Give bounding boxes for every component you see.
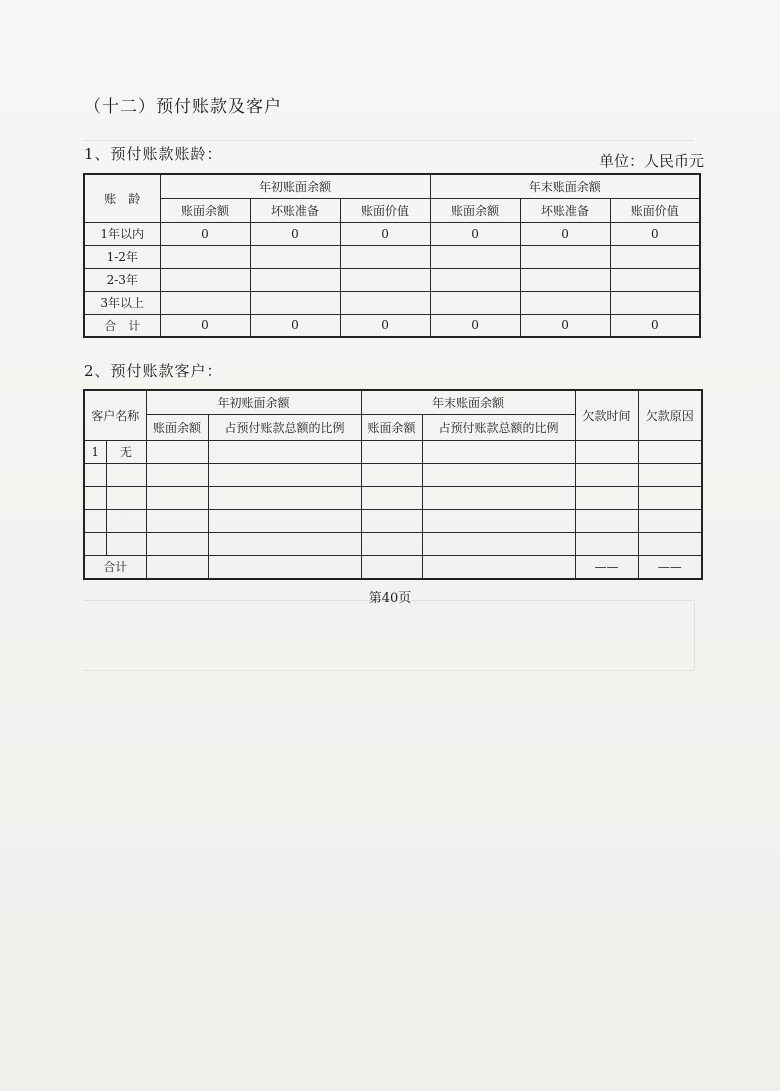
table-row bbox=[84, 440, 702, 463]
cell bbox=[250, 268, 340, 291]
table-row bbox=[84, 532, 702, 555]
row-number bbox=[84, 463, 106, 486]
col-header: 账面余额 bbox=[160, 198, 250, 222]
group-header-begin: 年初账面余额 bbox=[160, 174, 430, 198]
row-number bbox=[84, 486, 106, 509]
cell: 0 bbox=[340, 314, 430, 337]
cell: 0 bbox=[430, 222, 520, 245]
cell: 0 bbox=[250, 314, 340, 337]
cell: 0 bbox=[160, 314, 250, 337]
table-row bbox=[84, 291, 700, 314]
col-header: 账面余额 bbox=[146, 414, 208, 440]
bleed-through-line bbox=[84, 140, 694, 141]
customer-name bbox=[106, 509, 146, 532]
table-row bbox=[84, 222, 700, 245]
row-label: 1年以内 bbox=[84, 222, 160, 245]
cell bbox=[160, 245, 250, 268]
cell bbox=[340, 291, 430, 314]
row-number bbox=[84, 532, 106, 555]
cell: 0 bbox=[610, 314, 700, 337]
page-number: 第40页 bbox=[368, 591, 412, 606]
unit-label: 单位：人民币元 bbox=[598, 152, 704, 170]
customer-name: 无 bbox=[106, 440, 146, 463]
col-header-time: 欠款时间 bbox=[575, 390, 638, 440]
col-header: 占预付账款总额的比例 bbox=[208, 414, 361, 440]
cell bbox=[340, 245, 430, 268]
cell: 0 bbox=[520, 314, 610, 337]
cell bbox=[520, 245, 610, 268]
section-title: （十二）预付账款及客户 bbox=[84, 97, 282, 117]
group-header-begin: 年初账面余额 bbox=[146, 390, 361, 414]
col-header: 账面价值 bbox=[610, 198, 700, 222]
total-row bbox=[84, 555, 702, 579]
bleed-through-line bbox=[694, 600, 695, 670]
bleed-through-line bbox=[84, 670, 694, 671]
customers-subtitle: 2、预付账款客户： bbox=[84, 362, 223, 380]
col-header-reason: 欠款原因 bbox=[638, 390, 702, 440]
customer-name bbox=[106, 486, 146, 509]
col-header: 坏账准备 bbox=[520, 198, 610, 222]
total-row bbox=[84, 314, 700, 337]
aging-subtitle: 1、预付账款账龄： bbox=[84, 145, 223, 163]
table-row bbox=[84, 463, 702, 486]
total-label: 合计 bbox=[84, 555, 146, 579]
row-number: 1 bbox=[84, 440, 106, 463]
cell bbox=[160, 268, 250, 291]
cell: 0 bbox=[250, 222, 340, 245]
cell bbox=[520, 291, 610, 314]
cell: 0 bbox=[520, 222, 610, 245]
cell bbox=[520, 268, 610, 291]
row-number bbox=[84, 509, 106, 532]
col-header: 占预付账款总额的比例 bbox=[422, 414, 575, 440]
aging-table bbox=[83, 173, 701, 338]
table-row bbox=[84, 509, 702, 532]
customers-table bbox=[83, 389, 703, 580]
cell bbox=[340, 268, 430, 291]
cell: 0 bbox=[610, 222, 700, 245]
row-label: 1-2年 bbox=[84, 245, 160, 268]
customer-name bbox=[106, 532, 146, 555]
group-header-end: 年末账面余额 bbox=[430, 174, 700, 198]
row-label: 2-3年 bbox=[84, 268, 160, 291]
cell bbox=[610, 268, 700, 291]
cell bbox=[430, 268, 520, 291]
cell: 0 bbox=[160, 222, 250, 245]
group-header-end: 年末账面余额 bbox=[361, 390, 575, 414]
total-reason: —— bbox=[638, 555, 702, 579]
col-header: 账面余额 bbox=[361, 414, 422, 440]
col-header: 账面余额 bbox=[430, 198, 520, 222]
cell bbox=[610, 245, 700, 268]
row-label: 3年以上 bbox=[84, 291, 160, 314]
cell bbox=[250, 291, 340, 314]
customers-row-header: 客户名称 bbox=[84, 390, 146, 440]
cell bbox=[430, 245, 520, 268]
cell bbox=[610, 291, 700, 314]
customer-name bbox=[106, 463, 146, 486]
cell bbox=[250, 245, 340, 268]
cell: 0 bbox=[430, 314, 520, 337]
total-time: —— bbox=[575, 555, 638, 579]
col-header: 坏账准备 bbox=[250, 198, 340, 222]
aging-row-header: 账 龄 bbox=[84, 174, 160, 222]
table-row bbox=[84, 486, 702, 509]
cell: 0 bbox=[340, 222, 430, 245]
cell bbox=[160, 291, 250, 314]
cell bbox=[430, 291, 520, 314]
table-row bbox=[84, 245, 700, 268]
table-row bbox=[84, 268, 700, 291]
row-label: 合 计 bbox=[84, 314, 160, 337]
col-header: 账面价值 bbox=[340, 198, 430, 222]
